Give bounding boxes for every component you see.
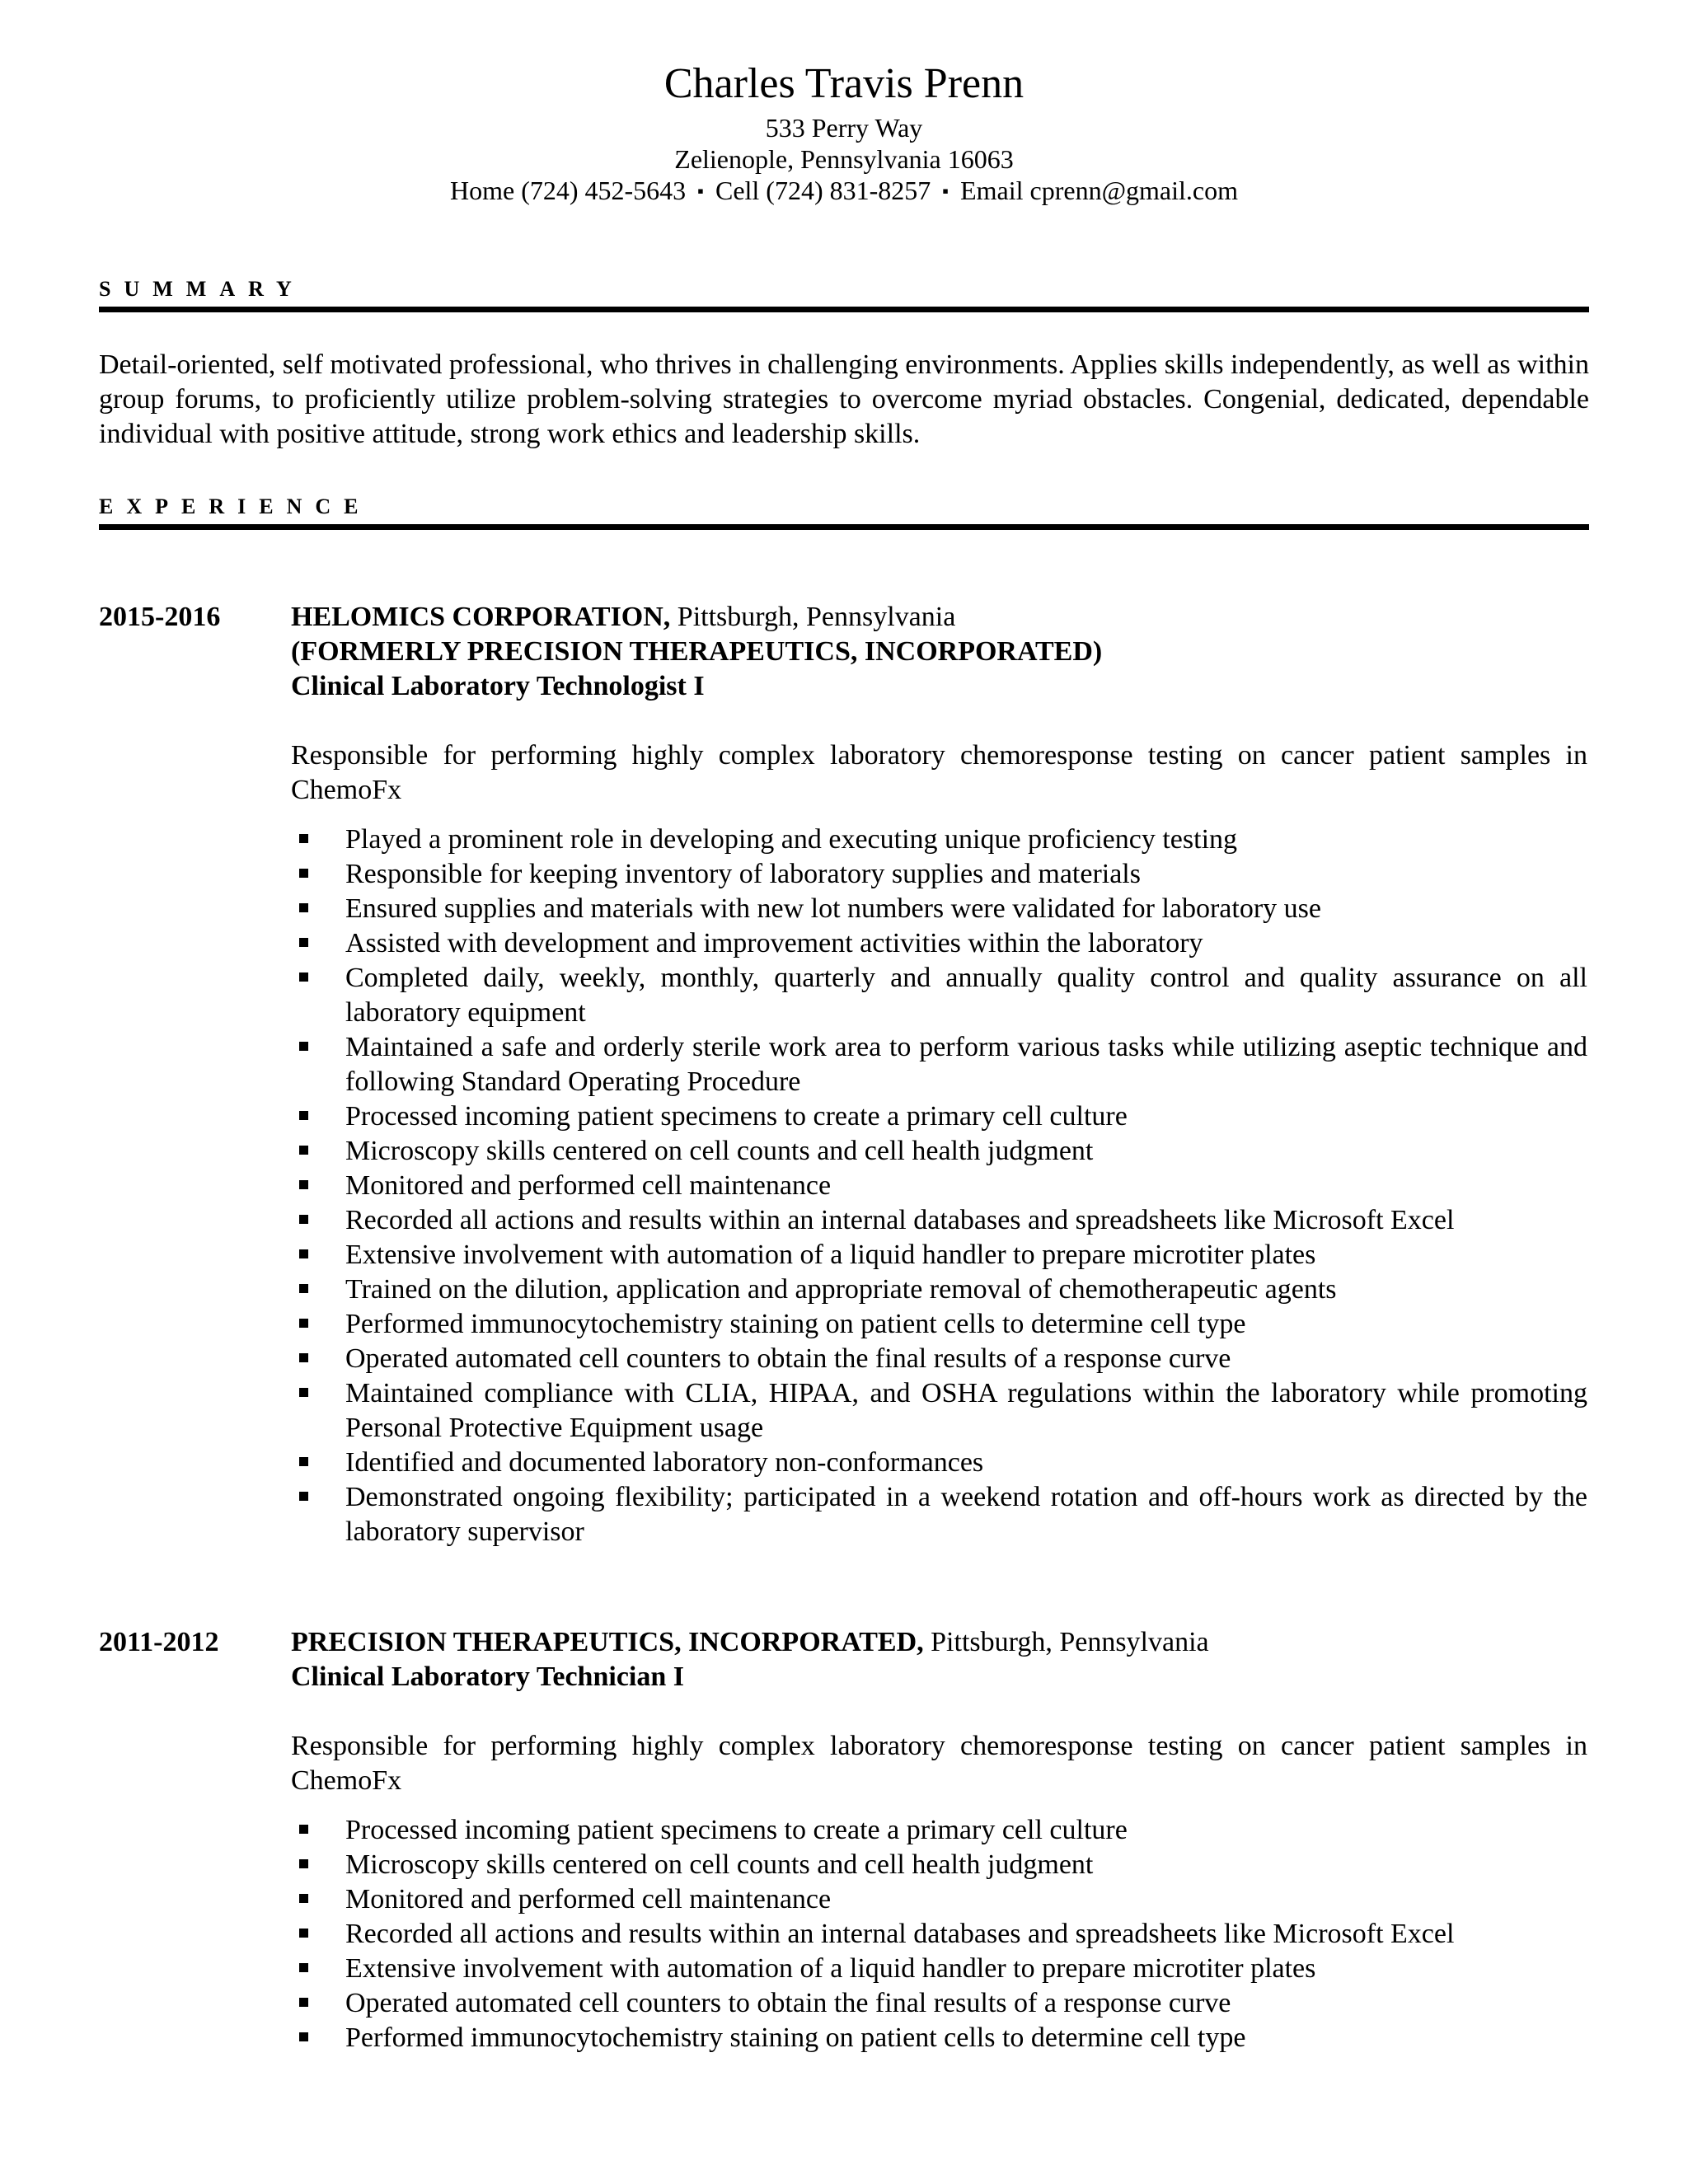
bullet-square-icon xyxy=(299,1388,308,1397)
job-company-line xyxy=(291,1625,1587,1660)
experience-divider xyxy=(99,524,1589,530)
contact-line xyxy=(99,175,1589,207)
bullet-item xyxy=(291,1952,1587,1986)
bullet-square-icon xyxy=(299,1111,308,1120)
bullet-item xyxy=(291,961,1587,1030)
job-years: 2015-2016 xyxy=(99,602,221,632)
resume-page xyxy=(99,0,1589,2184)
bullet-item xyxy=(291,1238,1587,1272)
bullet-square-icon xyxy=(299,1146,308,1155)
bullet-item xyxy=(291,1030,1587,1099)
separator-icon: ▪ xyxy=(697,180,704,201)
bullet-item xyxy=(291,1376,1587,1446)
job-bullet-list xyxy=(291,1813,1587,2055)
job-company: HELOMICS CORPORATION, xyxy=(291,602,671,632)
job-details xyxy=(291,1625,1587,2055)
bullet-text: Trained on the dilution, application and appropriate removal of chemotherapeutic agents xyxy=(345,1274,1337,1305)
bullet-item xyxy=(291,1272,1587,1307)
bullet-square-icon xyxy=(299,1998,308,2007)
bullet-text: Operated automated cell counters to obtain the final results of a response curve xyxy=(345,1343,1231,1374)
bullet-square-icon xyxy=(299,1894,308,1903)
bullet-square-icon xyxy=(299,834,308,843)
bullet-square-icon xyxy=(299,1319,308,1328)
email-address: Email cprenn@gmail.com xyxy=(960,176,1238,205)
separator-icon: ▪ xyxy=(942,180,950,201)
bullet-text: Monitored and performed cell maintenance xyxy=(345,1170,832,1201)
bullet-square-icon xyxy=(299,2032,308,2041)
bullet-square-icon xyxy=(299,1180,308,1189)
job-title: Clinical Laboratory Technologist I xyxy=(291,671,705,701)
bullet-text: Responsible for keeping inventory of laboratory supplies and materials xyxy=(345,859,1141,889)
bullet-item xyxy=(291,1203,1587,1238)
bullet-square-icon xyxy=(299,1284,308,1293)
bullet-text: Assisted with development and improvement activities within the laboratory xyxy=(345,928,1203,958)
bullet-item xyxy=(291,1480,1587,1549)
bullet-square-icon xyxy=(299,972,308,982)
bullet-text: Operated automated cell counters to obtain the final results of a response curve xyxy=(345,1988,1231,2018)
bullet-text: Monitored and performed cell maintenance xyxy=(345,1884,832,1915)
bullet-square-icon xyxy=(299,1457,308,1466)
bullet-item xyxy=(291,823,1587,857)
candidate-name: Charles Travis Prenn xyxy=(663,60,1025,107)
bullet-text: Maintained a safe and orderly sterile work area to perform various tasks while utilizing aseptic technique and following Standard Operating Procedure xyxy=(345,1032,1587,1097)
bullet-item xyxy=(291,1134,1587,1169)
bullet-square-icon xyxy=(299,903,308,912)
bullet-item xyxy=(291,1917,1587,1952)
bullet-item xyxy=(291,1986,1587,2021)
bullet-item xyxy=(291,892,1587,926)
bullet-square-icon xyxy=(299,1825,308,1834)
bullet-text: Extensive involvement with automation of a liquid handler to prepare microtiter plates xyxy=(345,1240,1316,1270)
bullet-square-icon xyxy=(299,1963,308,1972)
bullet-text: Maintained compliance with CLIA, HIPAA, and OSHA regulations within the laboratory while promoting Personal Protective Equipment usage xyxy=(345,1378,1587,1443)
bullet-item xyxy=(291,2021,1587,2055)
job-company-line xyxy=(291,600,1587,635)
bullet-text: Processed incoming patient specimens to create a primary cell culture xyxy=(345,1815,1128,1845)
bullet-item xyxy=(291,1813,1587,1848)
bullet-square-icon xyxy=(299,1929,308,1938)
summary-heading: SUMMARY xyxy=(99,277,305,301)
bullet-item xyxy=(291,1307,1587,1342)
bullet-text: Identified and documented laboratory non-conformances xyxy=(345,1447,984,1478)
job-location: Pittsburgh, Pennsylvania xyxy=(923,1627,1209,1657)
bullet-text: Demonstrated ongoing flexibility; participated in a weekend rotation and off-hours work as directed by the laboratory supervisor xyxy=(345,1482,1587,1547)
job-years: 2011-2012 xyxy=(99,1627,219,1657)
bullet-square-icon xyxy=(299,1042,308,1051)
bullet-text: Completed daily, weekly, monthly, quarterly and annually quality control and quality assurance on all laboratory equipment xyxy=(345,963,1587,1028)
job-bullet-list xyxy=(291,823,1587,1549)
job-description: Responsible for performing highly complex laboratory chemoresponse testing on cancer patient samples in ChemoFx xyxy=(291,1731,1587,1796)
job-description: Responsible for performing highly complex laboratory chemoresponse testing on cancer patient samples in ChemoFx xyxy=(291,740,1587,805)
job-details xyxy=(291,600,1587,1549)
address-line-2: Zelienople, Pennsylvania 16063 xyxy=(674,144,1014,174)
job-company: PRECISION THERAPEUTICS, INCORPORATED, xyxy=(291,1627,924,1657)
bullet-text: Performed immunocytochemistry staining on patient cells to determine cell type xyxy=(345,1309,1246,1339)
summary-divider xyxy=(99,307,1589,312)
bullet-square-icon xyxy=(299,1215,308,1224)
bullet-item xyxy=(291,857,1587,892)
cell-phone: Cell (724) 831-8257 xyxy=(715,176,931,205)
bullet-square-icon xyxy=(299,1249,308,1258)
bullet-item xyxy=(291,1342,1587,1376)
bullet-square-icon xyxy=(299,1492,308,1501)
bullet-text: Recorded all actions and results within an internal databases and spreadsheets like Microsoft Excel xyxy=(345,1205,1455,1235)
bullet-text: Processed incoming patient specimens to create a primary cell culture xyxy=(345,1101,1128,1132)
bullet-text: Microscopy skills centered on cell counts and cell health judgment xyxy=(345,1136,1094,1166)
bullet-item xyxy=(291,1446,1587,1480)
bullet-square-icon xyxy=(299,1859,308,1868)
bullet-square-icon xyxy=(299,869,308,878)
bullet-item xyxy=(291,1169,1587,1203)
bullet-square-icon xyxy=(299,1353,308,1362)
home-phone: Home (724) 452-5643 xyxy=(449,176,687,205)
bullet-text: Extensive involvement with automation of a liquid handler to prepare microtiter plates xyxy=(345,1953,1316,1984)
bullet-text: Played a prominent role in developing and executing unique proficiency testing xyxy=(345,824,1238,855)
address-line-1: 533 Perry Way xyxy=(765,113,923,143)
bullet-text: Ensured supplies and materials with new lot numbers were validated for laboratory use xyxy=(345,893,1321,924)
summary-text: Detail-oriented, self motivated professional, who thrives in challenging environments. Applies skills independently, as well as within group forums, to proficiently utilize problem-solving strategies to overcome myriad obstacles. Congenial, dedicated, dependable individual with positive attitude, strong work ethics and leadership skills. xyxy=(99,349,1589,449)
bullet-text: Microscopy skills centered on cell counts and cell health judgment xyxy=(345,1849,1094,1880)
bullet-item xyxy=(291,1099,1587,1134)
bullet-item xyxy=(291,1882,1587,1917)
job-title: Clinical Laboratory Technician I xyxy=(291,1661,684,1692)
bullet-item xyxy=(291,1848,1587,1882)
job-former-name: (FORMERLY PRECISION THERAPEUTICS, INCORPORATED) xyxy=(291,636,1103,667)
job-location: Pittsburgh, Pennsylvania xyxy=(670,602,956,632)
resume-header xyxy=(99,56,1589,207)
bullet-text: Recorded all actions and results within an internal databases and spreadsheets like Microsoft Excel xyxy=(345,1919,1455,1949)
bullet-text: Performed immunocytochemistry staining on patient cells to determine cell type xyxy=(345,2022,1246,2053)
bullet-item xyxy=(291,926,1587,961)
bullet-square-icon xyxy=(299,938,308,947)
experience-heading: EXPERIENCE xyxy=(99,494,372,518)
